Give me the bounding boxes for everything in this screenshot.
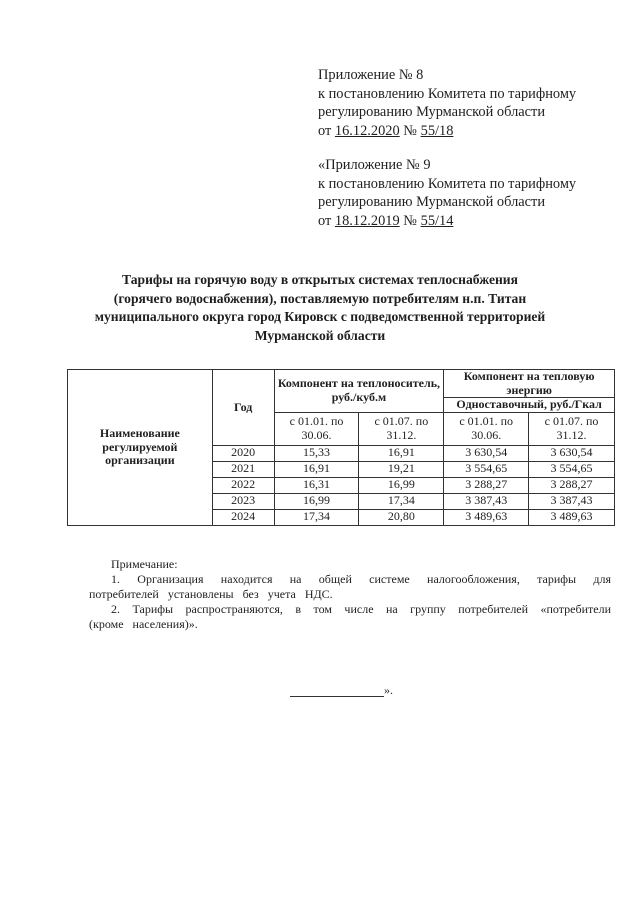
appendix-line: регулированию Мурманской области <box>318 194 546 210</box>
energy-value-cell: 3 630,54 <box>444 445 529 461</box>
period-cell: с 01.01. по 30.06. <box>274 412 359 445</box>
number-sign: № <box>403 212 418 229</box>
closing-quote: ». <box>384 683 393 697</box>
year-cell: 2020 <box>212 445 274 461</box>
carrier-value-cell: 16,31 <box>274 477 359 493</box>
appendix-date-line <box>318 212 576 231</box>
energy-value-cell: 3 630,54 <box>529 445 615 461</box>
energy-value-cell: 3 489,63 <box>529 509 615 525</box>
single-rate-header-cell: Одноставочный, руб./Гкал <box>444 398 615 413</box>
carrier-value-cell: 15,33 <box>274 445 359 461</box>
notes-section <box>89 557 611 632</box>
energy-value-cell: 3 288,27 <box>529 477 615 493</box>
appendix-date-line <box>318 122 576 141</box>
year-cell: 2021 <box>212 461 274 477</box>
decree-date: 16.12.2020 <box>334 122 400 139</box>
appendix-line: к постановлению Комитета по тарифному <box>318 85 577 102</box>
carrier-header-cell: Компонент на теплоноситель, руб./куб.м <box>274 370 444 413</box>
note-text: 2. Тарифы распространяются, в том числе на группу потребителей «потребители (кроме населения)». <box>89 602 611 631</box>
table-header-row <box>68 370 615 398</box>
tariff-table <box>67 369 615 526</box>
energy-value-cell: 3 288,27 <box>444 477 529 493</box>
number-sign: № <box>403 122 418 139</box>
decree-number: 55/18 <box>420 122 454 139</box>
from-label: от <box>318 122 332 139</box>
title-line: (горячего водоснабжения), поставляемую потребителям н.п. Титан <box>113 290 527 306</box>
energy-value-cell: 3 489,63 <box>444 509 529 525</box>
energy-value-cell: 3 387,43 <box>444 493 529 509</box>
appendix-current-header <box>318 66 576 140</box>
title-line: Мурманской области <box>254 327 386 343</box>
decree-date: 18.12.2019 <box>334 212 400 229</box>
closing-line <box>290 683 393 697</box>
appendix-title: «Приложение № 9 <box>318 157 431 173</box>
period-cell: с 01.07. по 31.12. <box>529 412 615 445</box>
period-cell: с 01.01. по 30.06. <box>444 412 529 445</box>
carrier-value-cell: 17,34 <box>274 509 359 525</box>
carrier-value-cell: 20,80 <box>359 509 444 525</box>
appendix-line: регулированию Мурманской области <box>318 104 546 120</box>
carrier-value-cell: 16,91 <box>359 445 444 461</box>
appendix-previous-header <box>318 156 576 230</box>
appendix-title: Приложение № 8 <box>318 67 424 83</box>
from-label: от <box>318 212 332 229</box>
decree-number: 55/14 <box>420 212 454 229</box>
energy-header-cell: Компонент на тепловую энергию <box>444 370 615 398</box>
carrier-value-cell: 16,91 <box>274 461 359 477</box>
note-text: 1. Организация находится на общей системе налогообложения, тарифы для потребителей установлены без учета НДС. <box>89 572 611 601</box>
carrier-value-cell: 19,21 <box>359 461 444 477</box>
title-line: муниципального округа город Кировск с подведомственной территорией <box>94 309 546 324</box>
document-title <box>70 271 570 345</box>
notes-heading: Примечание: <box>111 557 178 571</box>
carrier-value-cell: 17,34 <box>359 493 444 509</box>
year-cell: 2023 <box>212 493 274 509</box>
energy-value-cell: 3 554,65 <box>444 461 529 477</box>
signature-underline <box>290 685 384 697</box>
title-line: Тарифы на горячую воду в открытых системах теплоснабжения <box>122 272 518 287</box>
note-item <box>89 572 611 602</box>
period-cell: с 01.07. по 31.12. <box>359 412 444 445</box>
year-cell: 2024 <box>212 509 274 525</box>
year-header-cell: Год <box>212 370 274 446</box>
org-header-cell: Наименование регулируемой организации <box>68 370 213 526</box>
carrier-value-cell: 16,99 <box>274 493 359 509</box>
note-item <box>89 602 611 632</box>
energy-value-cell: 3 387,43 <box>529 493 615 509</box>
year-cell: 2022 <box>212 477 274 493</box>
carrier-value-cell: 16,99 <box>359 477 444 493</box>
appendix-line: к постановлению Комитета по тарифному <box>318 175 577 192</box>
energy-value-cell: 3 554,65 <box>529 461 615 477</box>
